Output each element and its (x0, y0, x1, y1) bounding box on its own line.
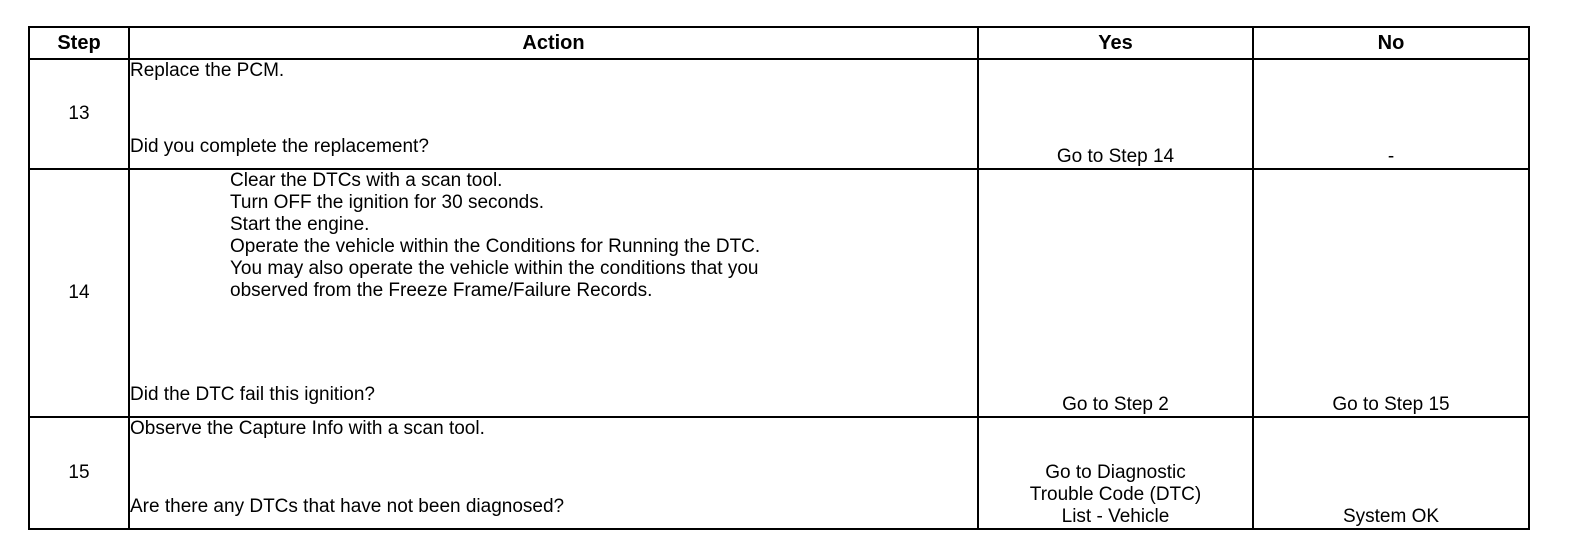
action-list (130, 170, 977, 302)
list-item: Clear the DTCs with a scan tool. (230, 170, 503, 191)
action-question: Did you complete the replacement? (130, 136, 429, 157)
list-item: observed from the Freeze Frame/Failure Records. (230, 280, 653, 301)
header-step: Step (29, 27, 129, 59)
action-text: Observe the Capture Info with a scan tool. (130, 418, 485, 439)
header-no: No (1253, 27, 1529, 59)
table-row (29, 59, 1529, 169)
yes-cell: Go to Step 2 (978, 169, 1253, 417)
yes-cell (978, 417, 1253, 529)
action-question: Did the DTC fail this ignition? (130, 384, 375, 405)
step-number: 14 (29, 169, 129, 417)
no-cell: - (1253, 59, 1529, 169)
no-cell: Go to Step 15 (1253, 169, 1529, 417)
action-text: Replace the PCM. (130, 60, 285, 81)
no-cell: System OK (1253, 417, 1529, 529)
list-item: Turn OFF the ignition for 30 seconds. (230, 192, 545, 213)
header-yes: Yes (978, 27, 1253, 59)
header-row (29, 27, 1529, 59)
yes-line: Go to Diagnostic (1045, 462, 1186, 483)
header-action: Action (129, 27, 978, 59)
list-item: Start the engine. (230, 214, 370, 235)
action-cell (129, 417, 978, 529)
action-cell (129, 169, 978, 417)
list-item: Operate the vehicle within the Conditions for Running the DTC. (230, 236, 761, 257)
yes-line: List - Vehicle (1061, 506, 1170, 527)
action-question: Are there any DTCs that have not been diagnosed? (130, 496, 565, 517)
step-number: 13 (29, 59, 129, 169)
table-row (29, 417, 1529, 529)
step-number: 15 (29, 417, 129, 529)
yes-cell: Go to Step 14 (978, 59, 1253, 169)
yes-line: Trouble Code (DTC) (1029, 484, 1202, 505)
table-row (29, 169, 1529, 417)
list-item: You may also operate the vehicle within the conditions that you (230, 258, 759, 279)
action-cell (129, 59, 978, 169)
diagnostic-table (28, 26, 1530, 530)
